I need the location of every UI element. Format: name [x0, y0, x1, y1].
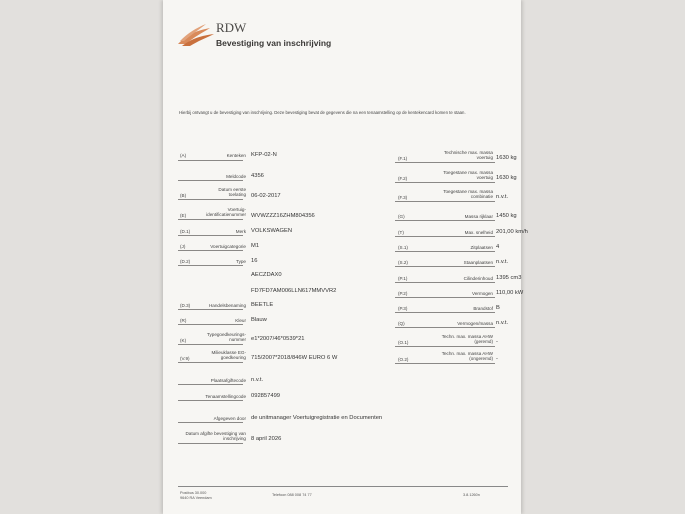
field-value: n.v.t. — [496, 194, 509, 200]
field-row — [395, 242, 515, 252]
field-row — [395, 273, 522, 283]
field-label: Vermogen/massa — [457, 321, 493, 326]
field-code: (O.2) — [398, 357, 409, 362]
field-value: n.v.t. — [496, 320, 509, 326]
field-label: Plaatsafgiftecode — [210, 378, 246, 383]
field-row — [178, 300, 368, 310]
field-row — [178, 391, 368, 401]
field-label: Merk — [235, 229, 246, 234]
field-value: 16 — [251, 258, 258, 264]
field-label: Brandstof — [473, 306, 493, 311]
field-value: - — [496, 339, 498, 345]
field-code: (V.9) — [180, 356, 190, 361]
field-row — [395, 211, 515, 221]
field-code: (P.3) — [398, 306, 408, 311]
field-code: (S.2) — [398, 260, 408, 265]
field-label: Staanplaatsen — [463, 260, 493, 265]
field-row — [395, 150, 515, 163]
footer-address-line2: 9640 RA Veendam — [180, 496, 212, 500]
field-value: n.v.t. — [496, 259, 509, 265]
field-value: WVWZZZ16ZHM804356 — [251, 213, 315, 219]
field-label: Max. snelheid — [464, 230, 493, 235]
field-code: (Q) — [398, 321, 405, 326]
field-row — [178, 375, 368, 385]
field-label: Kenteken — [226, 153, 246, 158]
field-value: 110,00 kW — [496, 290, 524, 296]
field-row — [178, 256, 368, 266]
field-label: Voertuig- identificatienummer — [206, 207, 246, 217]
field-code: (J) — [180, 244, 186, 249]
field-value: KFP-02-N — [251, 152, 277, 158]
field-value: Blauw — [251, 317, 267, 323]
field-value: e1*2007/46*0539*21 — [251, 336, 305, 342]
field-row — [395, 288, 524, 298]
field-value: M1 — [251, 243, 260, 249]
field-row — [178, 431, 368, 444]
field-row — [178, 171, 368, 181]
field-label: Toegestane max. massa voertuig — [443, 170, 493, 180]
field-value: 1450 kg — [496, 213, 517, 219]
field-label: Milieuklasse EG-goedkeuring — [211, 350, 246, 360]
field-row — [395, 257, 515, 267]
field-row — [178, 315, 368, 325]
field-label: Techn. max. massa AHW (geremd) — [441, 334, 493, 344]
field-value: - — [496, 356, 498, 362]
field-label: Zitplaatsen — [470, 245, 493, 250]
field-code: (E) — [180, 213, 187, 218]
field-row — [178, 207, 368, 220]
field-value: 06-02-2017 — [251, 193, 281, 199]
field-label: Datum afgifte bevestiging van inschrijving — [185, 431, 246, 441]
field-value: 1395 cm3 — [496, 275, 522, 281]
field-value: BEETLE — [251, 302, 274, 308]
field-code: (R) — [180, 318, 187, 323]
field-code: (F.3) — [398, 195, 408, 200]
field-row — [178, 350, 368, 363]
field-code: (P.2) — [398, 291, 408, 296]
field-code: (P.1) — [398, 276, 408, 281]
field-row — [395, 318, 515, 328]
field-label: Typegoedkeurings- nummer — [206, 332, 246, 342]
field-row — [395, 334, 515, 347]
field-value: 4 — [496, 244, 500, 250]
footer-form-code: 3.8.1260n — [463, 493, 480, 497]
field-code: (D.1) — [180, 229, 191, 234]
field-label: Type — [236, 259, 246, 264]
field-value: 8 april 2026 — [251, 436, 282, 442]
field-value: 715/2007*2018/846W EURO 6 W — [251, 355, 338, 361]
field-code: (B) — [180, 193, 187, 198]
field-row — [178, 187, 368, 200]
field-row — [178, 286, 368, 296]
brand-name: RDW — [216, 20, 247, 35]
field-row — [395, 227, 528, 237]
field-value: FD7FD7AM006LLN617MMVVR2 — [251, 288, 337, 294]
field-row — [395, 303, 515, 313]
field-label: Toegestane max. massa combinatie — [443, 189, 493, 199]
field-value: VOLKSWAGEN — [251, 228, 293, 234]
field-label: Massa rijklaar — [464, 214, 493, 219]
field-label: Meldcode — [226, 174, 246, 179]
field-code: (D.2) — [180, 259, 191, 264]
field-value: 092857499 — [251, 393, 281, 399]
field-label: Cilinderinhoud — [463, 276, 493, 281]
field-label: Techn. max. massa AHW (ongeremd) — [441, 351, 493, 361]
footer-divider — [178, 486, 508, 487]
field-row — [178, 413, 383, 423]
field-row — [178, 270, 368, 280]
field-value: AECZDAX0 — [251, 272, 282, 278]
field-row — [178, 241, 368, 251]
field-row — [395, 170, 515, 183]
field-code: (A) — [180, 153, 187, 158]
field-code: (G) — [398, 214, 405, 219]
field-code: (O.1) — [398, 340, 409, 345]
field-row — [178, 332, 368, 345]
page-title: Bevestiging van inschrijving — [216, 38, 332, 48]
field-code: (T) — [398, 230, 404, 235]
field-label: Datum eerste toelating — [218, 187, 246, 197]
field-label: Afgegeven door — [213, 416, 246, 421]
footer-address-line1: Postbus 30.000 — [180, 491, 207, 495]
field-label: Tenaamstellingcode — [205, 394, 246, 399]
field-row — [178, 151, 368, 161]
field-value: 4356 — [251, 173, 264, 179]
field-value: 201,00 km/h — [496, 229, 528, 235]
field-code: (S.1) — [398, 245, 408, 250]
field-value: de unitmanager Voertuigregistratie en Documenten — [251, 415, 383, 421]
field-value: 1630 kg — [496, 155, 517, 161]
field-code: (D.3) — [180, 303, 191, 308]
field-value: n.v.t. — [251, 377, 264, 383]
field-label: Kleur — [235, 318, 246, 323]
field-code: (F.2) — [398, 176, 408, 181]
field-label: Vermogen — [472, 291, 493, 296]
field-value: 1630 kg — [496, 175, 517, 181]
field-row — [395, 189, 515, 202]
field-code: (K) — [180, 338, 187, 343]
intro-text: Hierbij ontvangt u de bevestiging van inschrijving. Deze bevestiging bevat de gegevens die na een tenaamstelling op de kentekencard komen te staan. — [179, 110, 466, 115]
rdw-logo-icon — [176, 22, 216, 48]
footer-phone: Telefoon 088 008 74 77 — [272, 493, 312, 497]
field-value: B — [496, 305, 500, 311]
field-code: (F.1) — [398, 156, 408, 161]
field-label: Voertuigcategorie — [210, 244, 246, 249]
field-label: Technische max. massa voertuig — [443, 150, 493, 160]
field-label: Handelsbenaming — [208, 303, 246, 308]
field-row — [395, 351, 515, 364]
field-row — [178, 226, 368, 236]
